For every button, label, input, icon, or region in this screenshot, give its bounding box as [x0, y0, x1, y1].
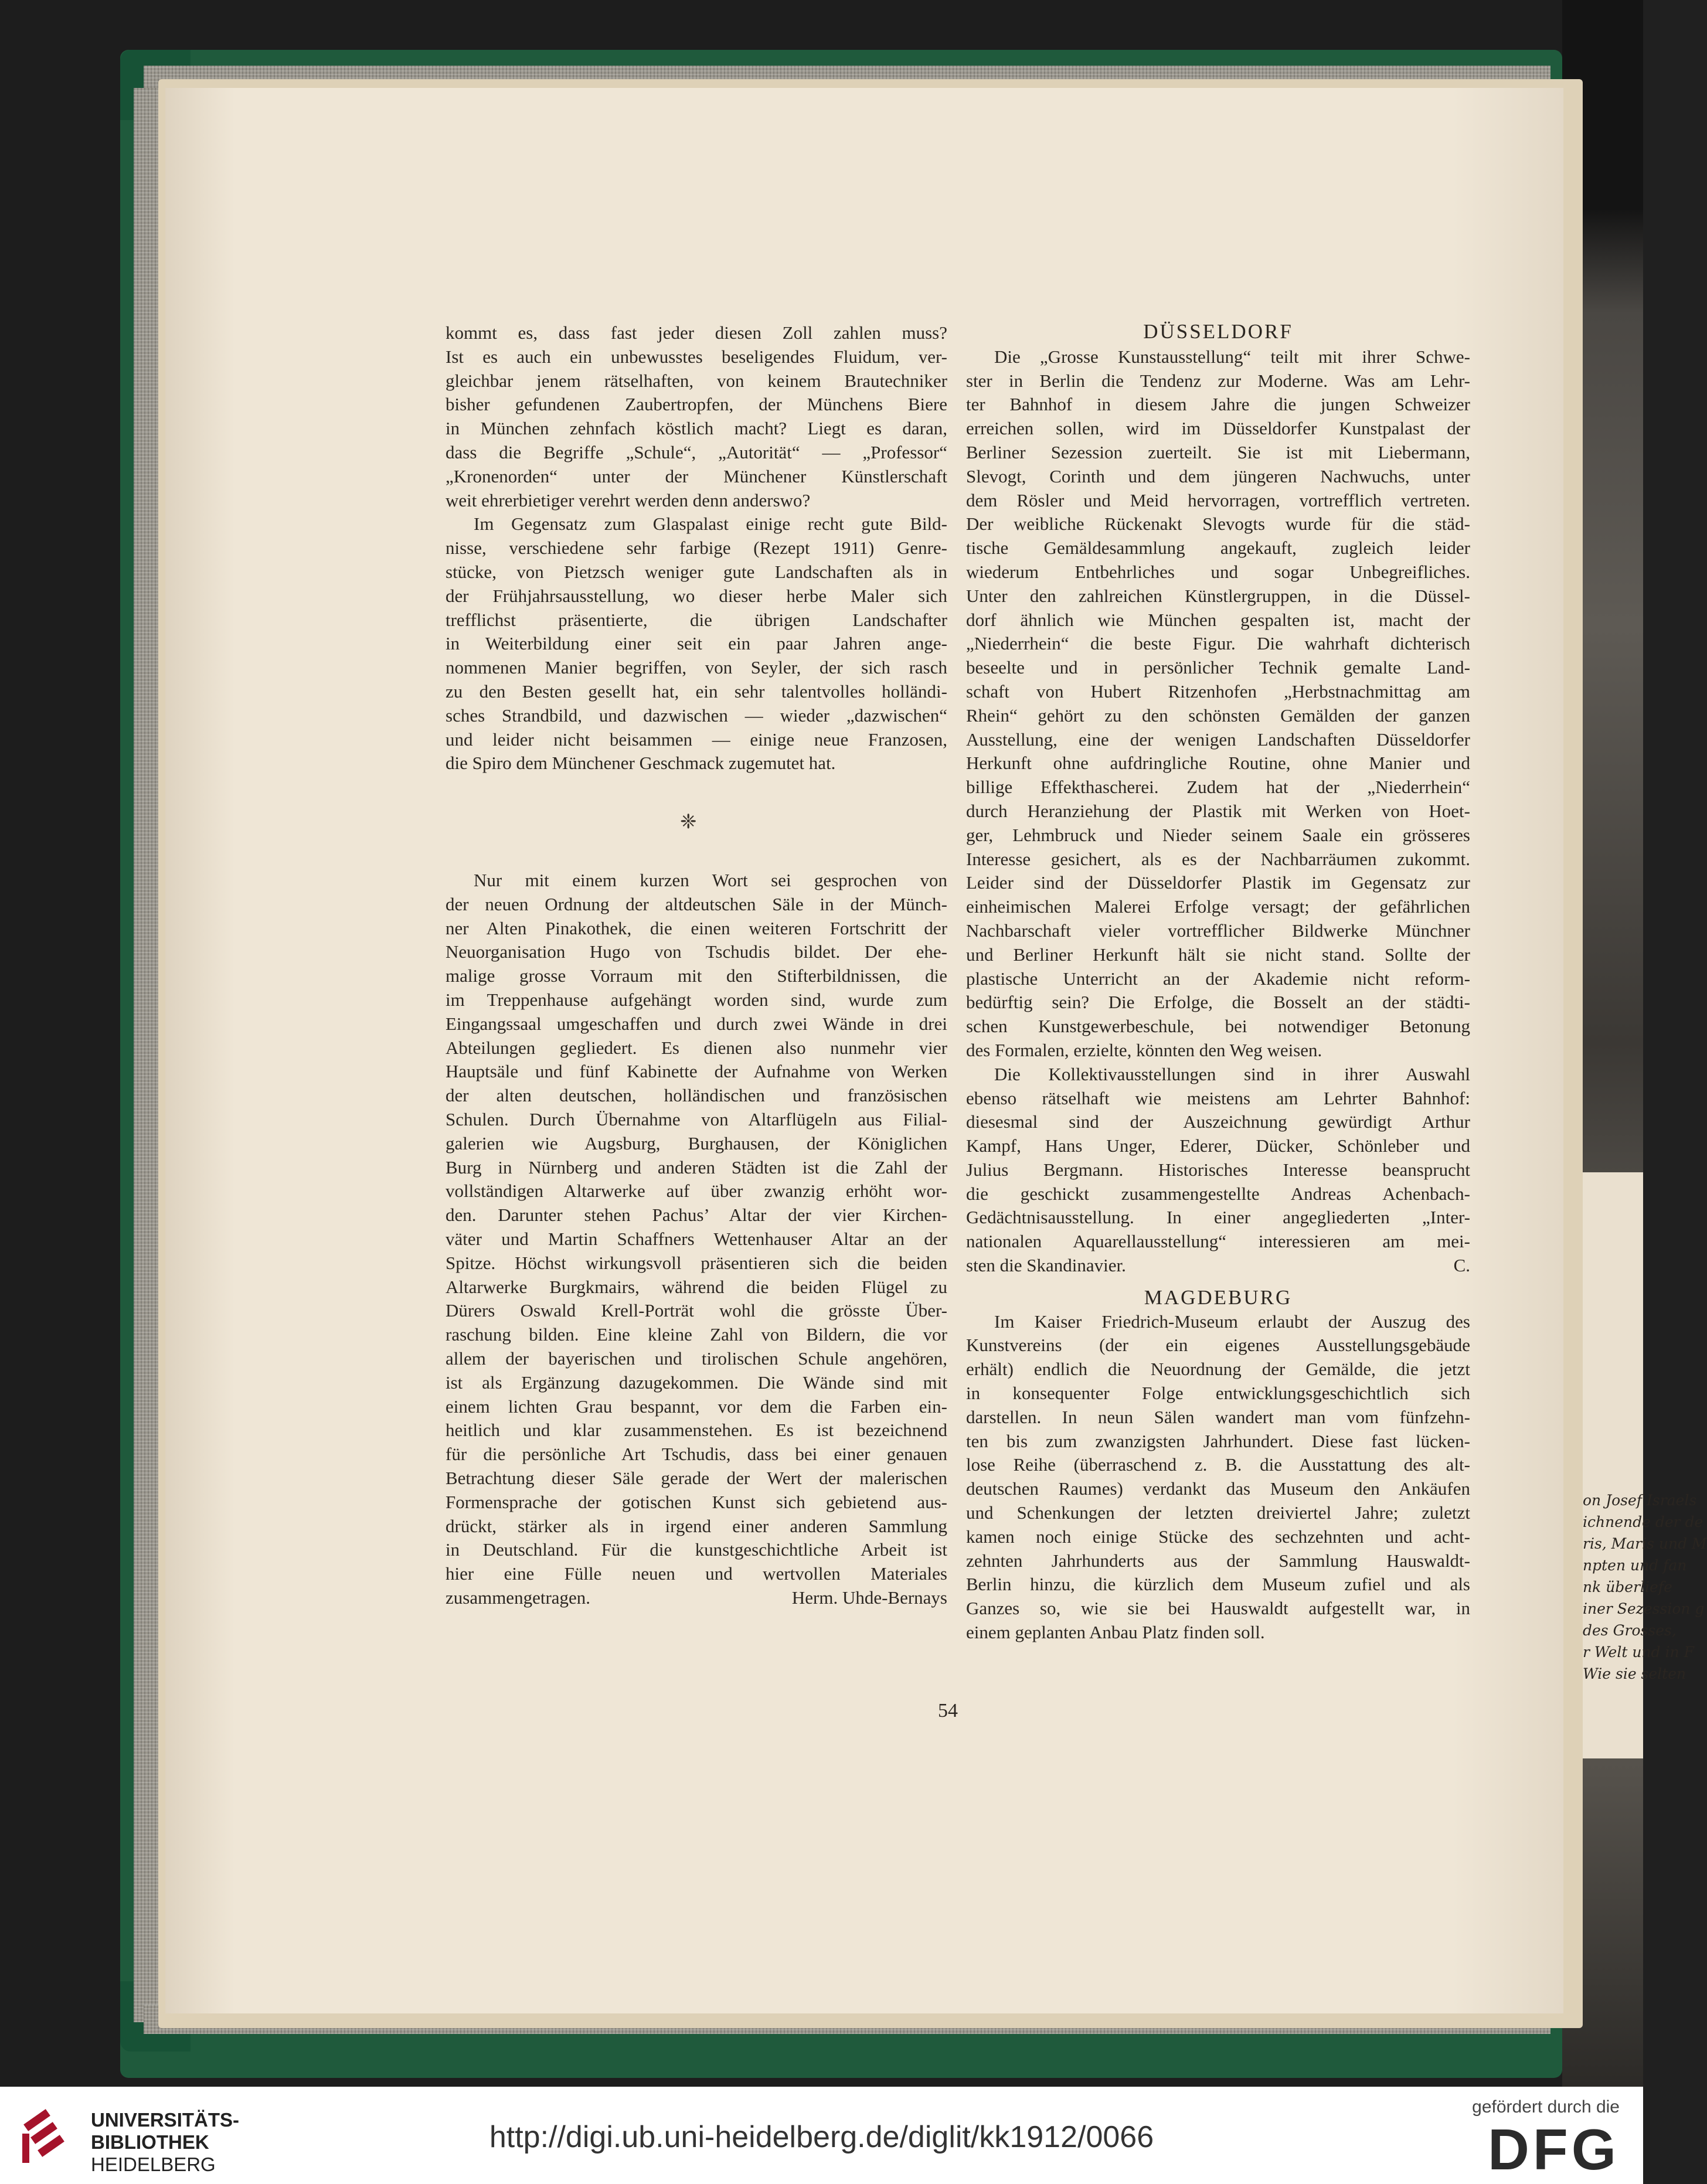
duesseldorf-text-line: ster in Berlin die Tendenz zur Moderne. Was am Lehr-	[966, 370, 1470, 391]
kollektiv-text-line: Gedächtnisausstellung. In einer angegliederten „Inter-	[966, 1207, 1470, 1228]
duesseldorf-signature-author: C.	[1453, 1255, 1470, 1276]
pinakothek-text-line: väter und Martin Schaffners Wettenhauser Altar an der	[446, 1228, 947, 1249]
kollektiv-text-line: Die Kollektivausstellungen sind in ihrer Auswahl	[994, 1063, 1470, 1084]
glaspalast-text-line: nisse, verschiedene sehr farbige (Rezept 1911) Genre-	[446, 538, 947, 559]
duesseldorf-signature-text: sten die Skandinavier.	[966, 1255, 1126, 1276]
duesseldorf-text-line: billige Effekthascherei. Zudem hat der „Niederrhein“	[966, 777, 1470, 798]
duesseldorf-text-line: Berliner Sezession zuerteilt. Sie ist mit Liebermann,	[966, 441, 1470, 462]
pinakothek-text-line: der alten deutschen, holländischen und französischen	[446, 1085, 947, 1106]
duesseldorf-text-line: wiederum Entbehrliches und sogar Unbegreifliches.	[966, 561, 1470, 582]
glaspalast-text-line: trefflichst präsentierte, die übrigen Landschafter	[446, 609, 947, 630]
magdeburg-text-line: ten bis zum zwanzigsten Jahrhundert. Diese fast lücken-	[966, 1430, 1470, 1451]
duesseldorf-text-line: Die „Grosse Kunstausstellung“ teilt mit ihrer Schwe-	[994, 346, 1470, 367]
pinakothek-text-line: Nur mit einem kurzen Wort sei gesprochen von	[474, 870, 947, 890]
duesseldorf-text-line: einheimischen Malerei Erfolge versagt; der gefährlichen	[966, 896, 1470, 917]
glaspalast-text-line: sches Strandbild, und dazwischen — wieder „dazwischen“	[446, 705, 947, 726]
glaspalast-text-line: und leider nicht beisammen — einige neue Franzosen,	[446, 729, 947, 750]
duesseldorf-text-line: Unter den zahlreichen Künstlergruppen, in die Düssel-	[966, 585, 1470, 606]
duesseldorf-text-line: Interesse gesichert, als es der Nachbarräumen zukommt.	[966, 848, 1470, 869]
pinakothek-text-line: Hauptsäle und fünf Kabinette der Aufnahme von Werken	[446, 1061, 947, 1082]
section-ornament: ❈	[680, 810, 697, 834]
pinakothek-text-line: Eingangssaal umgeschaffen und durch zwei Wände in drei	[446, 1013, 947, 1034]
munich-text-line: bisher gefundenen Zaubertropfen, der Münchens Biere	[446, 394, 947, 415]
duesseldorf-text-line: dem Rösler und Meid hervorragen, vortrefflich vertreten.	[966, 489, 1470, 511]
magdeburg-text-line: lose Reihe (überraschend z. B. die Ausstattung des alt-	[966, 1454, 1470, 1475]
institution-line-3: HEIDELBERG	[91, 2154, 216, 2175]
pinakothek-text-line: raschung bilden. Eine kleine Zahl von Bildern, die vor	[446, 1324, 947, 1345]
magdeburg-text-line: einem geplanten Anbau Platz finden soll.	[966, 1622, 1265, 1643]
pinakothek-text-line: hier eine Fülle neuen und wertvollen Materiales	[446, 1563, 947, 1584]
facing-page-fragment: iner Sezession g	[1583, 1600, 1705, 1617]
facing-page-fragment: Wie sie selten	[1583, 1665, 1686, 1682]
pinakothek-text-line: vollständigen Altarwerke auf über zwanzig erhöht wor-	[446, 1181, 947, 1202]
funding-caption: gefördert durch die	[1472, 2097, 1620, 2117]
munich-text-line: kommt es, dass fast jeder diesen Zoll zahlen muss?	[446, 322, 947, 343]
munich-text-line: „Kronenorden“ unter der Münchener Künstlerschaft	[446, 465, 947, 487]
duesseldorf-text-line: Nachbarschaft vieler vortrefflicher Bildwerke Münchner	[966, 920, 1470, 941]
pinakothek-text-line: im Treppenhause aufgehängt worden sind, wurde zum	[446, 989, 947, 1010]
duesseldorf-heading: DÜSSELDORF	[1143, 320, 1293, 343]
glaspalast-text-line: der Frühjahrsausstellung, wo dieser herbe Maler sich	[446, 585, 947, 606]
glaspalast-text-line: Im Gegensatz zum Glaspalast einige recht gute Bild-	[474, 513, 947, 535]
pinakothek-text-line: der neuen Ordnung der altdeutschen Säle in der Münch-	[446, 893, 947, 914]
permalink-url[interactable]: http://digi.ub.uni-heidelberg.de/diglit/kk1912/0066	[489, 2120, 1154, 2154]
munich-text-line: gleichbar jenem rätselhaften, von keinem Brautechniker	[446, 370, 947, 391]
page-number: 54	[938, 1700, 958, 1722]
duesseldorf-text-line: Leider sind der Düsseldorfer Plastik im Gegensatz zur	[966, 872, 1470, 893]
institution-line-2: BIBLIOTHEK	[91, 2131, 209, 2153]
facing-page-fragment: des Grosses,	[1583, 1622, 1677, 1639]
pinakothek-text-line: Altarwerke Burgkmairs, während die beiden Flügel zu	[446, 1276, 947, 1297]
pinakothek-text-line: Formensprache der gotischen Kunst sich gebietend aus-	[446, 1491, 947, 1512]
pinakothek-text-line: Spitze. Höchst wirkungsvoll präsentieren sich die beiden	[446, 1252, 947, 1273]
kollektiv-text-line: Kampf, Hans Unger, Ederer, Dücker, Schönleber und	[966, 1135, 1470, 1156]
facing-page-fragment: ichnende der de	[1583, 1513, 1703, 1530]
magdeburg-text-line: zehnten Jahrhunderts aus der Sammlung Hauswaldt-	[966, 1550, 1470, 1571]
duesseldorf-text-line: Der weibliche Rückenakt Slevogts wurde für die städ-	[966, 513, 1470, 535]
pinakothek-text-line: in Deutschland. Für die kunstgeschichtliche Arbeit ist	[446, 1539, 947, 1560]
magdeburg-text-line: erhält) endlich die Neuordnung der Gemälde, die jetzt	[966, 1359, 1470, 1380]
pinakothek-text-line: Burg in Nürnberg und anderen Städten ist die Zahl der	[446, 1156, 947, 1178]
magdeburg-text-line: und Schenkungen der letzten dreiviertel Jahre; zuletzt	[966, 1502, 1470, 1523]
pinakothek-text-line: ner Alten Pinakothek, die einen weiteren Fortschritt der	[446, 917, 947, 938]
kollektiv-text-line: ebenso rätselhaft wie meistens am Lehrter Bahnhof:	[966, 1087, 1470, 1108]
dfg-logo[interactable]: DFG	[1488, 2117, 1620, 2182]
pinakothek-signature	[446, 1586, 947, 1610]
duesseldorf-text-line: des Formalen, erzielte, könnten den Weg weisen.	[966, 1039, 1322, 1060]
glaspalast-text-line: zu den Besten gesellt hat, ein sehr talentvolles holländi-	[446, 681, 947, 702]
duesseldorf-text-line: „Niederrhein“ die beste Figur. Die wahrhaft dichterisch	[966, 633, 1470, 654]
pinakothek-text-line: allem der bayerischen und tirolischen Schule angehören,	[446, 1348, 947, 1369]
duesseldorf-text-line: ger, Lehmbruck und Nieder seinem Saale ein grösseres	[966, 824, 1470, 845]
pinakothek-text-line: Neuorganisation Hugo von Tschudis bildet. Der ehe-	[446, 941, 947, 962]
pinakothek-signature-text: zusammengetragen.	[446, 1587, 591, 1608]
duesseldorf-text-line: dorf ähnlich wie München gespalten ist, macht der	[966, 609, 1470, 630]
magdeburg-text-line: Berlin hinzu, die kürzlich dem Museum zufiel und als	[966, 1574, 1470, 1595]
kollektiv-text-line: nationalen Aquarellausstellung“ interessieren am mei-	[966, 1231, 1470, 1252]
munich-text-line: in München zehnfach köstlich macht? Liegt es daran,	[446, 418, 947, 439]
magdeburg-text-line: Kunstvereins (der ein eigenes Ausstellungsgebäude	[966, 1335, 1470, 1356]
facing-page-fragment: ris, Maris und M	[1583, 1535, 1707, 1552]
pinakothek-text-line: ist als Ergänzung dazugekommen. Die Wände sind mit	[446, 1372, 947, 1393]
duesseldorf-text-line: Ausstellung, eine der wenigen Landschaften Düsseldorfer	[966, 729, 1470, 750]
pinakothek-text-line: Abteilungen gegliedert. Es dienen also nunmehr vier	[446, 1037, 947, 1058]
pinakothek-text-line: heitlich und klar zusammenstehen. Es ist bezeichnend	[446, 1420, 947, 1441]
pinakothek-text-line: den. Darunter stehen Pachus’ Altar der vier Kirchen-	[446, 1205, 947, 1226]
pinakothek-text-line: drückt, stärker als in irgend einer anderen Sammlung	[446, 1515, 947, 1536]
institution-line-1: UNIVERSITÄTS-	[91, 2109, 240, 2131]
duesseldorf-text-line: Slevogt, Corinth und dem jüngeren Nachwuchs, unter	[966, 465, 1470, 487]
magdeburg-text-line: in konsequenter Folge entwicklungsgeschichtlich sich	[966, 1383, 1470, 1404]
facing-page-fragment: nk überliefe	[1583, 1579, 1672, 1596]
duesseldorf-text-line: schen Kunstgewerbeschule, bei notwendiger Betonung	[966, 1016, 1470, 1037]
pinakothek-text-line: Betrachtung dieser Säle gerade der Wert der malerischen	[446, 1467, 947, 1488]
duesseldorf-text-line: und Berliner Herkunft hält sie nicht stand. Sollte der	[966, 944, 1470, 965]
pinakothek-text-line: einem lichten Grau bespannt, vor dem die Farben ein-	[446, 1396, 947, 1417]
munich-text-line: dass die Begriffe „Schule“, „Autorität“ — „Professor“	[446, 441, 947, 462]
glaspalast-text-line: nommenen Manier begriffen, von Seyler, der sich rasch	[446, 657, 947, 678]
duesseldorf-text-line: plastische Unterricht an der Akademie nicht reform-	[966, 968, 1470, 989]
duesseldorf-text-line: erreichen sollen, wird im Düsseldorfer Kunstpalast der	[966, 418, 1470, 439]
magdeburg-text-line: Ganzes so, wie sie bei Hauswaldt aufgestellt war, in	[966, 1598, 1470, 1619]
magdeburg-text-line: deutschen Raumes) verdankt das Museum den Ankäufen	[966, 1478, 1470, 1499]
left-column-continued	[446, 869, 947, 1610]
kollektiv-text-line: Julius Bergmann. Historisches Interesse beansprucht	[966, 1159, 1470, 1180]
facing-page-fragment: on Josef Israels	[1583, 1492, 1697, 1509]
facing-page-fragment: npten und fan	[1583, 1557, 1687, 1574]
glaspalast-text-line: die Spiro dem Münchener Geschmack zugemutet hat.	[446, 753, 836, 774]
pinakothek-text-line: Schulen. Durch Übernahme von Altarflügeln aus Filial-	[446, 1108, 947, 1130]
pinakothek-text-line: galerien wie Augsburg, Burghausen, der Königlichen	[446, 1132, 947, 1154]
pinakothek-signature-author: Herm. Uhde-Bernays	[791, 1587, 947, 1608]
kollektiv-text-line: diesesmal sind der Auszeichnung gewürdigt Arthur	[966, 1111, 1470, 1132]
viewer-footer	[0, 2087, 1643, 2184]
magdeburg-heading: MAGDEBURG	[1144, 1285, 1293, 1309]
magdeburg-text-line: darstellen. In neun Sälen wandert man vom fünfzehn-	[966, 1406, 1470, 1427]
left-column	[446, 321, 947, 775]
duesseldorf-text-line: schaft von Hubert Ritzenhofen „Herbstnachmittag am	[966, 681, 1470, 702]
duesseldorf-text-line: Herkunft ohne aufdringliche Routine, ohne Manier und	[966, 753, 1470, 774]
pinakothek-text-line: für die persönliche Art Tschudis, dass bei einer genauen	[446, 1444, 947, 1465]
facing-page-fragment: r Welt und in F	[1583, 1644, 1694, 1661]
munich-text-line: weit ehrerbietiger verehrt werden denn anderswo?	[446, 489, 811, 511]
duesseldorf-signature	[966, 1254, 1470, 1278]
duesseldorf-text-line: durch Heranziehung der Plastik mit Werken von Hoet-	[966, 800, 1470, 821]
duesseldorf-text-line: ter Bahnhof in diesem Jahre die jungen Schweizer	[966, 394, 1470, 415]
glaspalast-text-line: stücke, von Pietzsch weniger gute Landschaften als in	[446, 561, 947, 582]
right-column	[966, 320, 1470, 1645]
kollektiv-text-line: die geschickt zusammengestellte Andreas Achenbach-	[966, 1183, 1470, 1204]
duesseldorf-text-line: Rhein“ gehört zu den schönsten Gemälden der ganzen	[966, 705, 1470, 726]
pinakothek-text-line: Dürers Oswald Krell-Porträt wohl die grösste Über-	[446, 1300, 947, 1321]
magdeburg-text-line: kamen noch einige Stücke des sechzehnten und acht-	[966, 1526, 1470, 1547]
glaspalast-text-line: in Weiterbildung einer seit ein paar Jahren ange-	[446, 633, 947, 654]
duesseldorf-text-line: tische Gemäldesammlung angekauft, zugleich leider	[966, 538, 1470, 559]
munich-text-line: Ist es auch ein unbewusstes beseligendes Fluidum, ver-	[446, 346, 947, 367]
pinakothek-text-line: malige grosse Vorraum mit den Stifterbildnissen, die	[446, 965, 947, 986]
magdeburg-text-line: Im Kaiser Friedrich-Museum erlaubt der Auszug des	[994, 1311, 1470, 1332]
duesseldorf-text-line: beseelte und in persönlicher Technik gemalte Land-	[966, 657, 1470, 678]
duesseldorf-text-line: bedürftig sein? Die Erfolge, die Bosselt an der städti-	[966, 992, 1470, 1013]
